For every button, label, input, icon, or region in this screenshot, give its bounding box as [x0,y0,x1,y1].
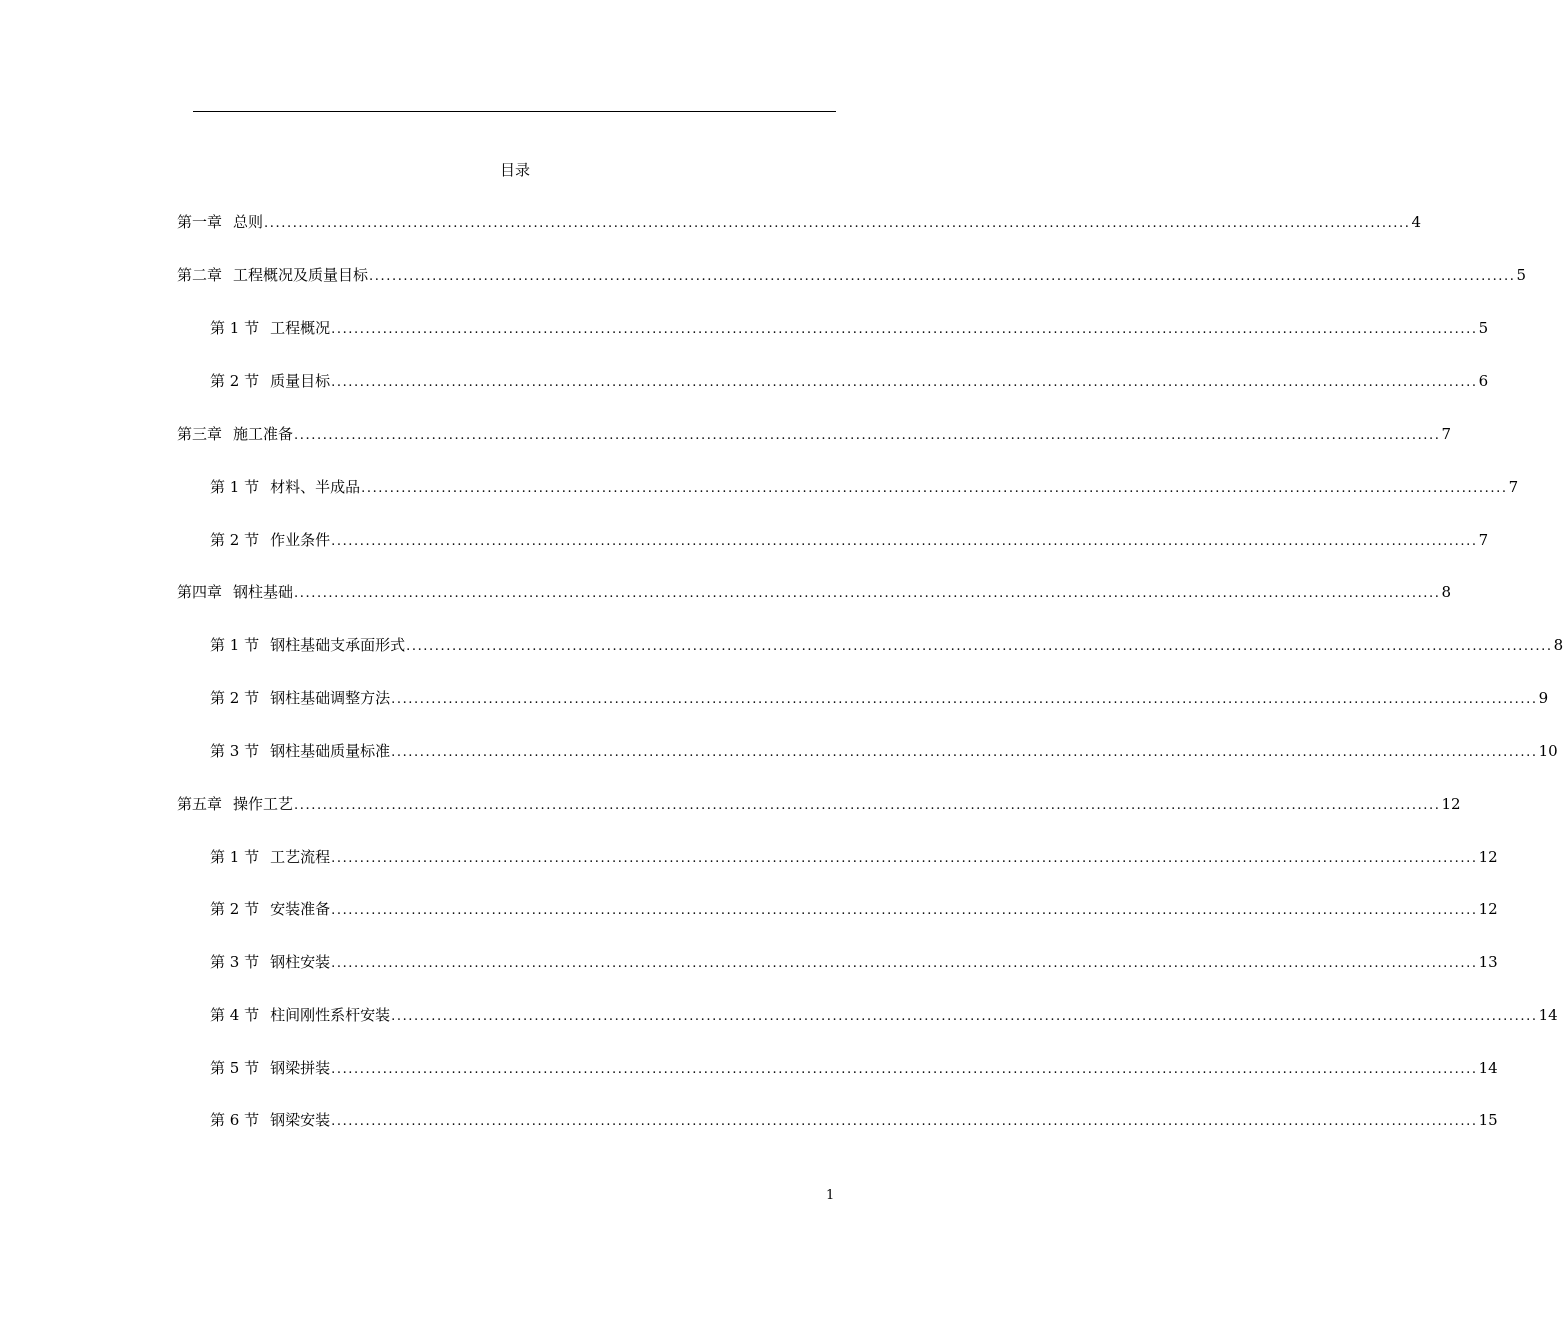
entry-title: 安装准备 [270,900,331,918]
entry-number: 第二章 [177,266,223,284]
entry-title: 操作工艺 [233,795,294,813]
dot-leader: ........................................................................................................................................................................................................ [391,745,1538,760]
toc-entry[interactable] [210,529,1489,551]
toc-entry[interactable] [210,1109,1498,1131]
dot-leader: ........................................................................................................................................................................................................ [331,903,1478,918]
entry-title: 质量目标 [270,372,331,390]
toc-entry[interactable] [177,793,1461,815]
entry-number: 第 1 节 [210,319,260,337]
entry-page: 4 [1411,213,1422,231]
toc-entry[interactable] [177,211,1422,233]
entry-title: 钢柱基础支承面形式 [270,636,406,654]
entry-page: 6 [1478,372,1489,390]
toc-entry[interactable] [177,264,1527,286]
entry-title: 钢柱基础 [233,583,294,601]
page-number: 1 [826,1188,835,1203]
entry-page: 14 [1538,1006,1558,1024]
dot-leader: ........................................................................................................................................................................................................ [331,375,1478,390]
toc-entry[interactable] [210,898,1498,920]
entry-page: 5 [1516,266,1527,284]
entry-title: 钢柱安装 [270,953,331,971]
entry-title: 钢柱基础质量标准 [270,742,391,760]
dot-leader: ........................................................................................................................................................................................................ [294,586,1441,601]
entry-page: 7 [1441,425,1452,443]
entry-title: 工艺流程 [270,848,331,866]
dot-leader: ........................................................................................................................................................................................................ [331,322,1478,337]
dot-leader: ........................................................................................................................................................................................................ [406,639,1553,654]
entry-title: 工程概况及质量目标 [233,266,369,284]
toc-entry[interactable] [210,1004,1558,1026]
entry-title: 总则 [233,213,264,231]
entry-number: 第 2 节 [210,689,260,707]
dot-leader: ........................................................................................................................................................................................................ [331,956,1478,971]
dot-leader: ........................................................................................................................................................................................................ [331,851,1478,866]
dot-leader: ........................................................................................................................................................................................................ [331,534,1478,549]
dot-leader: ........................................................................................................................................................................................................ [331,1062,1478,1077]
entry-page: 9 [1538,689,1549,707]
entry-number: 第 3 节 [210,953,260,971]
entry-page: 7 [1478,531,1489,549]
dot-leader: ........................................................................................................................................................................................................ [294,428,1441,443]
entry-number: 第四章 [177,583,223,601]
entry-page: 14 [1478,1059,1498,1077]
entry-number: 第 5 节 [210,1059,260,1077]
entry-title: 施工准备 [233,425,294,443]
entry-number: 第 6 节 [210,1111,260,1129]
entry-number: 第 3 节 [210,742,260,760]
entry-number: 第五章 [177,795,223,813]
entry-page: 15 [1478,1111,1498,1129]
entry-page: 8 [1553,636,1563,654]
entry-page: 13 [1478,953,1498,971]
entry-number: 第 1 节 [210,636,260,654]
toc-entry[interactable] [210,951,1498,973]
entry-page: 12 [1478,900,1498,918]
toc-entry[interactable] [210,634,1563,656]
toc-entry[interactable] [177,423,1452,445]
toc-entry[interactable] [210,370,1489,392]
entry-page: 12 [1441,795,1461,813]
toc-entry[interactable] [210,1057,1498,1079]
entry-title: 钢梁拼装 [270,1059,331,1077]
entry-page: 8 [1441,583,1452,601]
entry-number: 第 1 节 [210,848,260,866]
entry-number: 第 2 节 [210,531,260,549]
toc-entry[interactable] [210,740,1558,762]
entry-title: 柱间刚性系杆安装 [270,1006,391,1024]
entry-number: 第 1 节 [210,478,260,496]
dot-leader: ........................................................................................................................................................................................................ [264,216,1411,231]
entry-page: 12 [1478,848,1498,866]
dot-leader: ........................................................................................................................................................................................................ [361,481,1508,496]
entry-title: 钢柱基础调整方法 [270,689,391,707]
toc-title: 目录 [499,161,530,179]
entry-number: 第三章 [177,425,223,443]
toc-entry[interactable] [210,687,1549,709]
entry-title: 工程概况 [270,319,331,337]
toc-entry[interactable] [210,317,1489,339]
entry-page: 10 [1538,742,1558,760]
entry-number: 第 4 节 [210,1006,260,1024]
entry-page: 7 [1508,478,1519,496]
dot-leader: ........................................................................................................................................................................................................ [294,798,1441,813]
entry-number: 第 2 节 [210,372,260,390]
entry-page: 5 [1478,319,1489,337]
dot-leader: ........................................................................................................................................................................................................ [331,1114,1478,1129]
toc-entry[interactable] [177,581,1452,603]
dot-leader: ........................................................................................................................................................................................................ [391,1009,1538,1024]
entry-number: 第 2 节 [210,900,260,918]
entry-title: 材料、半成品 [270,478,361,496]
dot-leader: ........................................................................................................................................................................................................ [369,269,1516,284]
entry-title: 作业条件 [270,531,331,549]
toc-entry[interactable] [210,476,1519,498]
entry-title: 钢梁安装 [270,1111,331,1129]
dot-leader: ........................................................................................................................................................................................................ [391,692,1538,707]
toc-entry[interactable] [210,846,1498,868]
entry-number: 第一章 [177,213,223,231]
